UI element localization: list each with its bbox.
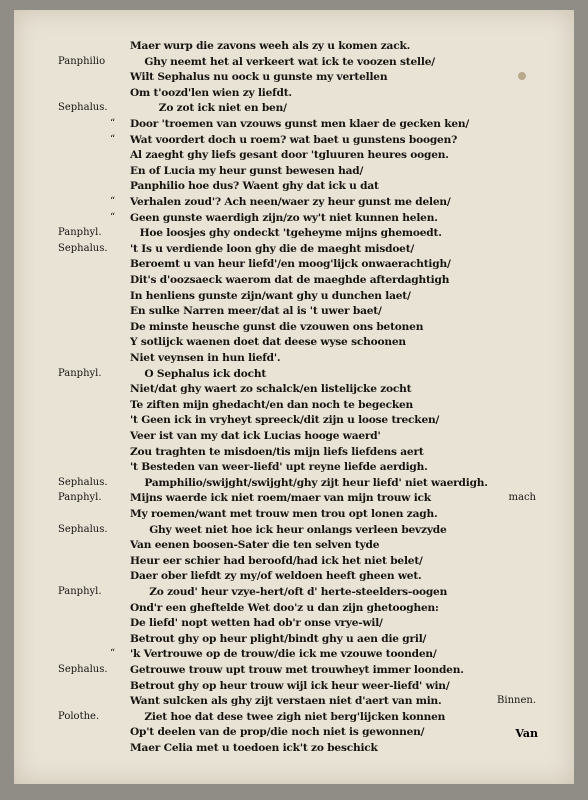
text-line xyxy=(14,646,574,662)
speaker-name: Sephalus. xyxy=(58,102,108,114)
quote-mark: “ xyxy=(110,118,116,129)
verse-text: Ond'r een gheftelde Wet doo'z u dan zijn ghetooghen: xyxy=(130,601,439,614)
text-line xyxy=(14,132,574,148)
text-line xyxy=(14,69,574,85)
right-margin-text: Binnen. xyxy=(497,695,536,707)
text-line xyxy=(14,366,574,382)
verse-text: Beroemt u van heur liefd'/en moog'lijck onwaerachtigh/ xyxy=(130,258,451,271)
verse-text: Zo zoud' heur vzye-hert/oft d' herte-steelders-oogen xyxy=(149,586,448,598)
text-line xyxy=(14,319,574,335)
text-line xyxy=(14,678,574,694)
verse-text: Pamphilio/swijght/swijght/ghy zijt heur liefd' niet waerdigh. xyxy=(144,476,488,489)
text-line xyxy=(14,740,574,756)
text-line xyxy=(14,459,574,475)
verse-text: 't Is u verdiende loon ghy die de maeght misdoet/ xyxy=(130,242,415,255)
verse-text: Wat voordert doch u roem? wat baet u gunstens boogen? xyxy=(130,133,458,146)
verse-text: In henliens gunste zijn/want ghy u dunchen laet/ xyxy=(130,289,411,302)
verse-text: Zo zot ick niet en ben/ xyxy=(158,102,287,115)
verse-text: Van eenen boosen-Sater die ten selven tyde xyxy=(130,539,380,552)
speaker-name: Sephalus. xyxy=(58,242,108,254)
text-line xyxy=(14,506,574,522)
verse-text: Y sotlijck waenen doet dat deese wyse schoonen xyxy=(130,336,406,349)
text-line xyxy=(14,272,574,288)
text-line xyxy=(14,615,574,631)
quote-mark: “ xyxy=(110,211,116,223)
text-line xyxy=(14,568,574,584)
text-line xyxy=(14,85,574,101)
verse-text: Om t'oozd'len wien zy liefdt. xyxy=(130,86,292,99)
verse-text: 'k Vertrouwe op de trouw/die ick me vzouwe toonden/ xyxy=(130,648,437,661)
text-line xyxy=(14,194,574,210)
text-line xyxy=(14,490,574,506)
verse-text: Getrouwe trouw upt trouw met trouwheyt immer loonden. xyxy=(130,664,464,676)
verse-text: Niet veynsen in hun liefd'. xyxy=(130,352,281,364)
text-line xyxy=(14,225,574,241)
speaker-name: Sephalus. xyxy=(58,523,108,535)
verse-text: De minste heusche gunst die vzouwen ons betonen xyxy=(130,320,424,333)
verse-text: Ghy weet niet hoe ick heur onlangs verleen bevzyde xyxy=(149,523,447,536)
text-line xyxy=(14,428,574,444)
speaker-name: Panphyl. xyxy=(58,492,102,504)
verse-text: Geen gunste waerdigh zijn/zo wy't niet kunnen helen. xyxy=(130,211,438,224)
verse-text: Veer ist van my dat ick Lucias hooge waerd' xyxy=(130,430,381,442)
text-line xyxy=(14,693,574,709)
verse-text: Al zaeght ghy liefs gesant door 'tgluuren heures oogen. xyxy=(130,149,449,162)
right-margin-text: mach xyxy=(508,492,536,504)
text-line xyxy=(14,116,574,132)
book-page xyxy=(14,10,574,784)
text-line xyxy=(14,54,574,70)
verse-text: Panphilio hoe dus? Waent ghy dat ick u dat xyxy=(130,180,379,193)
verse-text: Maer wurp die zavons weeh als zy u komen zack. xyxy=(130,40,411,52)
verse-text: Hoe loosjes ghy ondeckt 'tgeheyme mijns ghemoedt. xyxy=(139,227,442,240)
text-line xyxy=(14,724,574,740)
verse-text: Te ziften mijn ghedacht/en dan noch te begecken xyxy=(130,398,414,411)
text-line xyxy=(14,522,574,538)
verse-text: Maer Celia met u toedoen ick't zo beschick xyxy=(130,742,378,754)
text-line xyxy=(14,475,574,491)
text-line xyxy=(14,163,574,179)
verse-text: O Sephalus ick docht xyxy=(144,367,267,380)
text-line xyxy=(14,334,574,350)
speaker-name: Sephalus. xyxy=(58,476,108,488)
verse-text: Betrout ghy op heur plight/bindt ghy u aen die gril/ xyxy=(130,632,427,645)
verse-text: Want sulcken als ghy zijt verstaen niet d'aert van min. xyxy=(130,695,442,708)
text-line xyxy=(14,350,574,366)
verse-text: En of Lucia my heur gunst bewesen had/ xyxy=(130,164,364,177)
verse-text: En sulke Narren meer/dat al is 't uwer baet/ xyxy=(130,305,382,318)
verse-text: 't Geen ick in vryheyt spreeck/dit zijn u loose trecken/ xyxy=(130,414,440,427)
speaker-name: Polothe. xyxy=(58,710,100,722)
verse-text: De liefd' nopt wetten had ob'r onse vrye-wil/ xyxy=(130,617,383,630)
verse-text: Mijns waerde ick niet roem/maer van mijn trouw ick xyxy=(130,492,431,505)
text-line xyxy=(14,662,574,678)
verse-text: Daer ober liefdt zy my/of weldoen heeft gheen wet. xyxy=(130,570,422,583)
verse-text: Ziet hoe dat dese twee zigh niet berg'lijcken konnen xyxy=(144,710,446,723)
speaker-name: Sephalus. xyxy=(58,664,108,675)
text-line xyxy=(14,288,574,304)
text-line xyxy=(14,412,574,428)
verse-text: Verhalen zoud'? Ach neen/waer zy heur gunst me delen/ xyxy=(130,196,451,208)
text-line xyxy=(14,147,574,163)
text-line xyxy=(14,100,574,116)
verse-text: Niet/dat ghy waert zo schalck/en listelijcke zocht xyxy=(130,383,412,396)
text-line xyxy=(14,256,574,272)
text-line xyxy=(14,178,574,194)
verse-text: Dit's d'oozsaeck waerom dat de maeghde afterdaghtigh xyxy=(130,274,450,286)
verse-text: Zou traghten te misdoen/tis mijn liefs liefdens aert xyxy=(130,445,424,458)
verse-text: Betrout ghy op heur trouw wijl ick heur weer-liefd' win/ xyxy=(130,679,450,692)
text-line xyxy=(14,709,574,725)
text-line xyxy=(14,210,574,226)
verse-text: Door 'troemen van vzouws gunst men klaer de gecken ken/ xyxy=(130,118,470,130)
speaker-name: Panphyl. xyxy=(58,367,102,379)
verse-text: Wilt Sephalus nu oock u gunste my vertellen xyxy=(130,71,388,84)
text-line xyxy=(14,537,574,553)
text-line xyxy=(14,584,574,600)
text-line xyxy=(14,303,574,319)
verse-text: Heur eer schier had beroofd/had ick het niet belet/ xyxy=(130,554,423,567)
text-line xyxy=(14,631,574,647)
verse-text: 't Besteden van weer-liefd' upt reyne liefde aerdigh. xyxy=(130,461,428,474)
catchword: Van xyxy=(515,727,538,740)
text-line xyxy=(14,444,574,460)
quote-mark: “ xyxy=(110,133,116,145)
quote-mark: “ xyxy=(110,648,116,660)
speaker-name: Panphilio xyxy=(58,55,106,67)
text-line xyxy=(14,600,574,616)
verse-text: My roemen/want met trouw men trou opt lonen zagh. xyxy=(130,508,438,520)
text-line xyxy=(14,397,574,413)
text-line xyxy=(14,381,574,397)
text-line xyxy=(14,38,574,54)
quote-mark: “ xyxy=(110,196,116,207)
verse-text: Ghy neemt het al verkeert wat ick te voozen stelle/ xyxy=(144,55,435,68)
speaker-name: Panphyl. xyxy=(58,586,102,597)
verse-text: Op't deelen van de prop/die noch niet is gewonnen/ xyxy=(130,726,425,739)
text-line xyxy=(14,241,574,257)
text-line xyxy=(14,553,574,569)
speaker-name: Panphyl. xyxy=(58,227,102,239)
